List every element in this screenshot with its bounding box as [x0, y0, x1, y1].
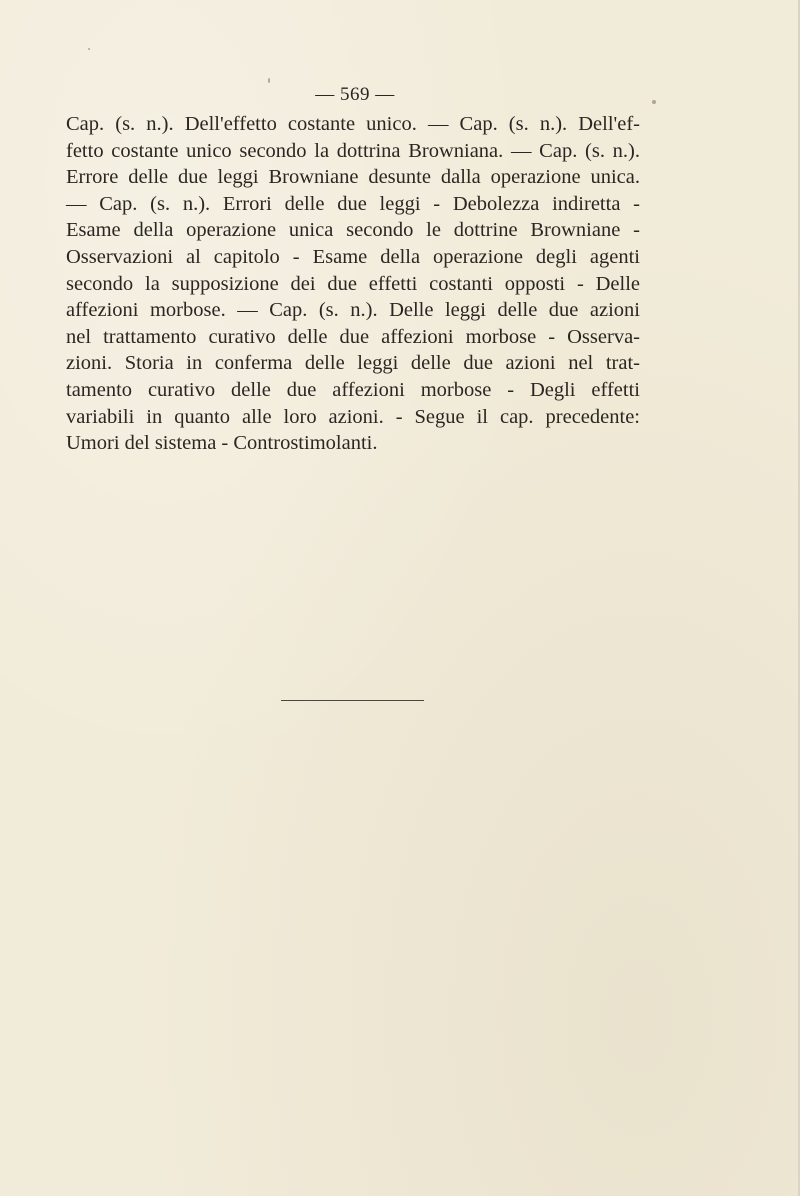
section-divider	[281, 700, 424, 701]
text-line: Osservazioni al capitolo - Esame della operazione degli agenti	[66, 245, 640, 268]
text-line: Esame della operazione unica secondo le dottrine Browniane -	[66, 219, 640, 242]
text-line: variabili in quanto alle loro azioni. - Segue il cap. precedente:	[66, 405, 640, 428]
text-line: — Cap. (s. n.). Errori delle due leggi - Debolezza indiretta -	[66, 192, 640, 215]
paper-speck	[88, 48, 90, 50]
text-line: Cap. (s. n.). Dell'effetto costante unico. — Cap. (s. n.). Dell'ef-	[66, 113, 640, 135]
text-line: Errore delle due leggi Browniane desunte dalla operazione unica.	[66, 166, 640, 189]
text-line: affezioni morbose. — Cap. (s. n.). Delle leggi delle due azioni	[66, 299, 640, 322]
text-line: Umori del sistema - Controstimolanti.	[66, 432, 378, 455]
text-line: secondo la supposizione dei due effetti costanti opposti - Delle	[66, 272, 640, 295]
text-line: fetto costante unico secondo la dottrina Browniana. — Cap. (s. n.).	[66, 139, 640, 162]
text-line: tamento curativo delle due affezioni morbose - Degli effetti	[66, 378, 640, 401]
page-number: — 569 —	[315, 84, 395, 105]
body-paragraph	[66, 111, 640, 457]
paper-speck	[268, 78, 270, 83]
text-line: nel trattamento curativo delle due affezioni morbose - Osserva-	[66, 325, 640, 348]
text-line: zioni. Storia in conferma delle leggi delle due azioni nel trat-	[66, 352, 640, 375]
paper-speck	[652, 100, 656, 104]
